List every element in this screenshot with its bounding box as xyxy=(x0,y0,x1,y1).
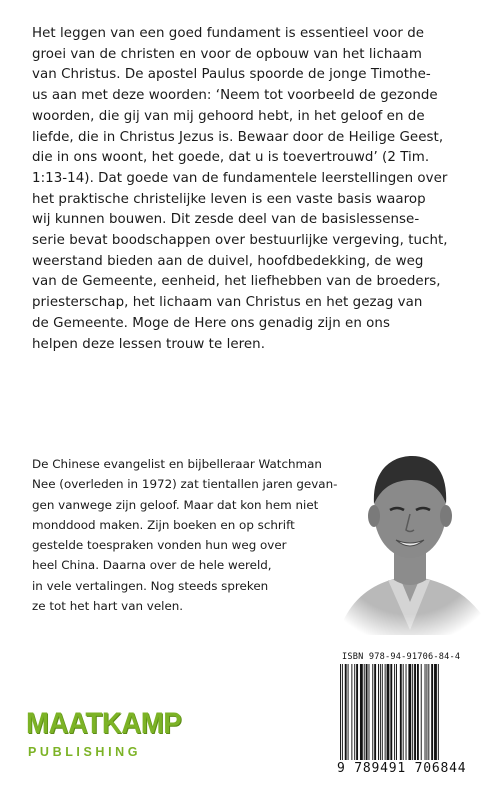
barcode-bar xyxy=(408,664,411,760)
barcode-bar xyxy=(417,664,419,760)
barcode-bar xyxy=(345,664,347,760)
barcode-bar xyxy=(387,664,390,760)
intro-line: helpen deze lessen trouw te leren. xyxy=(32,336,266,352)
intro-line: de Gemeente. Moge de Here ons genadig zijn en ons xyxy=(32,315,390,331)
barcode-bar xyxy=(348,664,349,760)
barcode-bar xyxy=(369,664,370,760)
bio-line: in vele vertalingen. Nog steeds spreken xyxy=(32,578,269,593)
barcode-bar xyxy=(380,664,381,760)
barcode-bar xyxy=(400,664,402,760)
barcode-bar xyxy=(356,664,358,760)
barcode-bar xyxy=(366,664,368,760)
intro-line: groei van de christen en voor de opbouw van het lichaam xyxy=(32,46,422,62)
intro-line: weerstand bieden aan de duivel, hoofdbedekking, de weg xyxy=(32,253,424,269)
barcode-bar xyxy=(396,664,397,760)
intro-line: Het leggen van een goed fundament is essentieel voor de xyxy=(32,26,425,41)
publisher-name: MAATKAMP xyxy=(26,707,182,740)
barcode-bar xyxy=(426,664,427,760)
barcode-bar xyxy=(428,664,429,760)
barcode-bar xyxy=(360,664,363,760)
bio-line: De Chinese evangelist en bijbelleraar Watchman xyxy=(32,457,322,471)
bio-line: heel China. Daarna over de hele wereld, xyxy=(32,558,272,573)
intro-line: wij kunnen bouwen. Dit zesde deel van de basislessense- xyxy=(32,212,420,228)
bio-line: ze tot het hart van velen. xyxy=(32,599,184,614)
barcode-bar xyxy=(406,664,407,760)
intro-line: woorden, die gij van mij gehoord hebt, in het geloof en de xyxy=(32,108,425,124)
intro-line: die in ons woont, het goede, dat u is toevertrouwd’ (2 Tim. xyxy=(32,150,430,166)
barcode-bar xyxy=(438,664,439,760)
intro-line: van Christus. De apostel Paulus spoorde de jonge Timothe- xyxy=(32,67,431,83)
barcode-bar xyxy=(342,664,343,760)
barcode-bar xyxy=(431,664,433,760)
barcode-bar xyxy=(394,664,395,760)
back-cover-intro xyxy=(32,24,478,355)
barcode-bar xyxy=(354,664,355,760)
barcode-bar xyxy=(351,664,352,760)
bio-line: monddood maken. Zijn boeken en op schrift xyxy=(32,517,295,532)
intro-line: priesterschap, het lichaam van Christus en het gezag van xyxy=(32,295,423,311)
isbn-digits: 9 789491 706844 xyxy=(337,761,467,776)
barcode-bar xyxy=(425,664,426,760)
bio-line: Nee (overleden in 1972) zat tientallen jaren gevan- xyxy=(32,477,338,492)
intro-line: serie bevat boodschappen over bestuurlijke vergeving, tucht, xyxy=(32,233,448,249)
barcode-bar xyxy=(374,664,376,760)
intro-line: liefde, die in Christus Jezus is. Bewaar door de Heilige Geest, xyxy=(32,129,444,145)
barcode-bar xyxy=(378,664,379,760)
publisher-logo xyxy=(26,707,196,773)
intro-line: van de Gemeente, eenheid, het liefhebben van de broeders, xyxy=(32,274,441,290)
barcode-bar xyxy=(385,664,386,760)
barcode-bar xyxy=(403,664,404,760)
intro-line: 1:13-14). Dat goede van de fundamentele leerstellingen over xyxy=(32,170,448,186)
barcode-bar xyxy=(412,664,413,760)
barcode-bar xyxy=(434,664,437,760)
bio-line: gestelde toespraken vonden hun weg over xyxy=(32,538,287,553)
barcode-bar xyxy=(340,664,341,760)
publisher-subtitle: PUBLISHING xyxy=(28,745,142,759)
barcode-bars xyxy=(339,664,478,760)
isbn-barcode xyxy=(337,652,480,782)
isbn-label: ISBN 978-94-91706-84-4 xyxy=(342,652,461,662)
intro-line: het praktische christelijke leven is een vaste basis waarop xyxy=(32,191,426,207)
barcode-bar xyxy=(421,664,422,760)
intro-line: us aan met deze woorden: ‘Neem tot voorbeeld de gezonde xyxy=(32,88,438,104)
barcode-bar xyxy=(364,664,365,760)
bio-line: gen vanwege zijn geloof. Maar dat kon hem niet xyxy=(32,497,319,512)
barcode-bar xyxy=(390,664,392,760)
author-bio xyxy=(32,454,362,616)
barcode-bar xyxy=(382,664,383,760)
barcode-bar xyxy=(372,664,373,760)
barcode-bar xyxy=(414,664,416,760)
